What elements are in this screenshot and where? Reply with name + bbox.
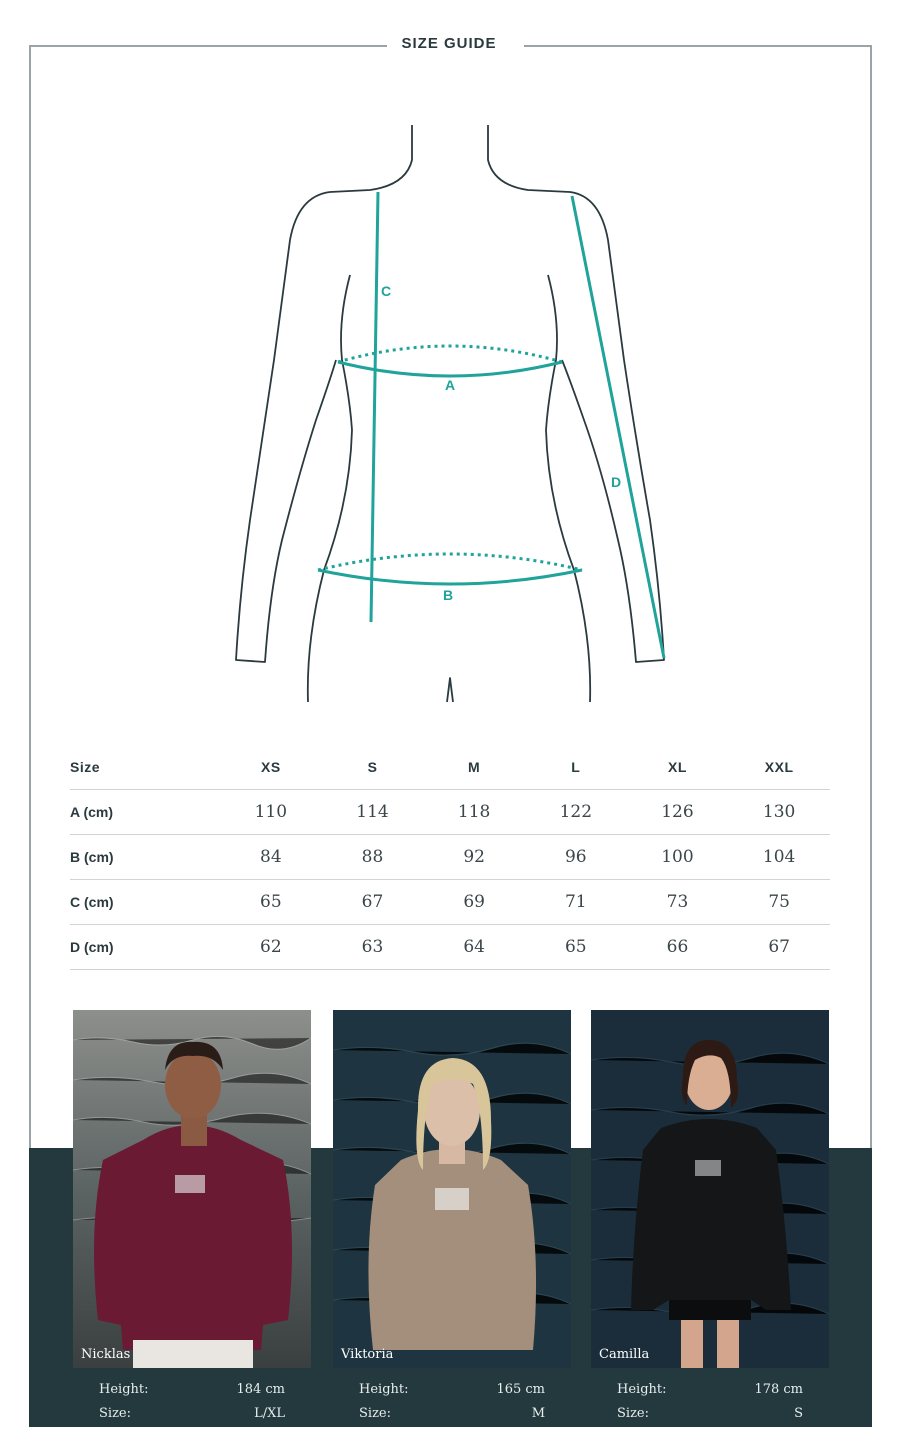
table-cell: 118 [423,790,525,835]
table-cell: 100 [627,835,729,880]
table-row [70,790,830,835]
table-cell: 67 [728,925,830,970]
table-cell: 62 [220,925,322,970]
header-m: M [423,745,525,790]
model-card-viktoria [333,1010,571,1430]
table-cell: 63 [322,925,424,970]
table-cell: 64 [423,925,525,970]
height-value: 178 cm [754,1382,803,1397]
header-xs: XS [220,745,322,790]
model-photo [333,1010,571,1368]
height-label: Height: [359,1382,409,1397]
row-label: A (cm) [70,790,220,835]
header-s: S [322,745,424,790]
model-info [333,1382,571,1430]
table-cell: 67 [322,880,424,925]
table-cell: 84 [220,835,322,880]
header-size: Size [70,745,220,790]
row-label: D (cm) [70,925,220,970]
table-row [70,835,830,880]
header-xl: XL [627,745,729,790]
header-xxl: XXL [728,745,830,790]
table-cell: 104 [728,835,830,880]
body-measurement-diagram [0,110,898,710]
table-row [70,925,830,970]
size-label: Size: [617,1406,649,1421]
table-cell: 96 [525,835,627,880]
table-cell: 110 [220,790,322,835]
table-cell: 73 [627,880,729,925]
table-row [70,880,830,925]
table-cell: 69 [423,880,525,925]
model-card-camilla [591,1010,829,1430]
table-cell: 65 [525,925,627,970]
table-cell: 66 [627,925,729,970]
model-photo [591,1010,829,1368]
height-label: Height: [99,1382,149,1397]
row-label: B (cm) [70,835,220,880]
table-cell: 92 [423,835,525,880]
size-table [70,745,830,970]
model-info [73,1382,311,1430]
size-label: Size: [359,1406,391,1421]
model-info [591,1382,829,1430]
table-cell: 126 [627,790,729,835]
size-label: Size: [99,1406,131,1421]
height-value: 165 cm [496,1382,545,1397]
table-cell: 114 [322,790,424,835]
size-table-header [70,745,830,790]
label-b: B [442,587,454,603]
size-value: L/XL [254,1406,285,1421]
model-name: Camilla [599,1347,650,1362]
table-cell: 65 [220,880,322,925]
model-card-nicklas [73,1010,311,1430]
header-l: L [525,745,627,790]
table-cell: 75 [728,880,830,925]
height-label: Height: [617,1382,667,1397]
label-d: D [610,474,622,490]
row-label: C (cm) [70,880,220,925]
table-cell: 130 [728,790,830,835]
table-cell: 71 [525,880,627,925]
page-title: SIZE GUIDE [0,35,898,52]
size-value: M [531,1406,545,1421]
label-c: C [380,283,392,299]
model-photo [73,1010,311,1368]
table-cell: 122 [525,790,627,835]
size-value: S [794,1406,803,1421]
model-name: Viktoria [341,1347,394,1362]
label-a: A [444,377,456,393]
height-value: 184 cm [236,1382,285,1397]
table-cell: 88 [322,835,424,880]
model-name: Nicklas [81,1347,131,1362]
